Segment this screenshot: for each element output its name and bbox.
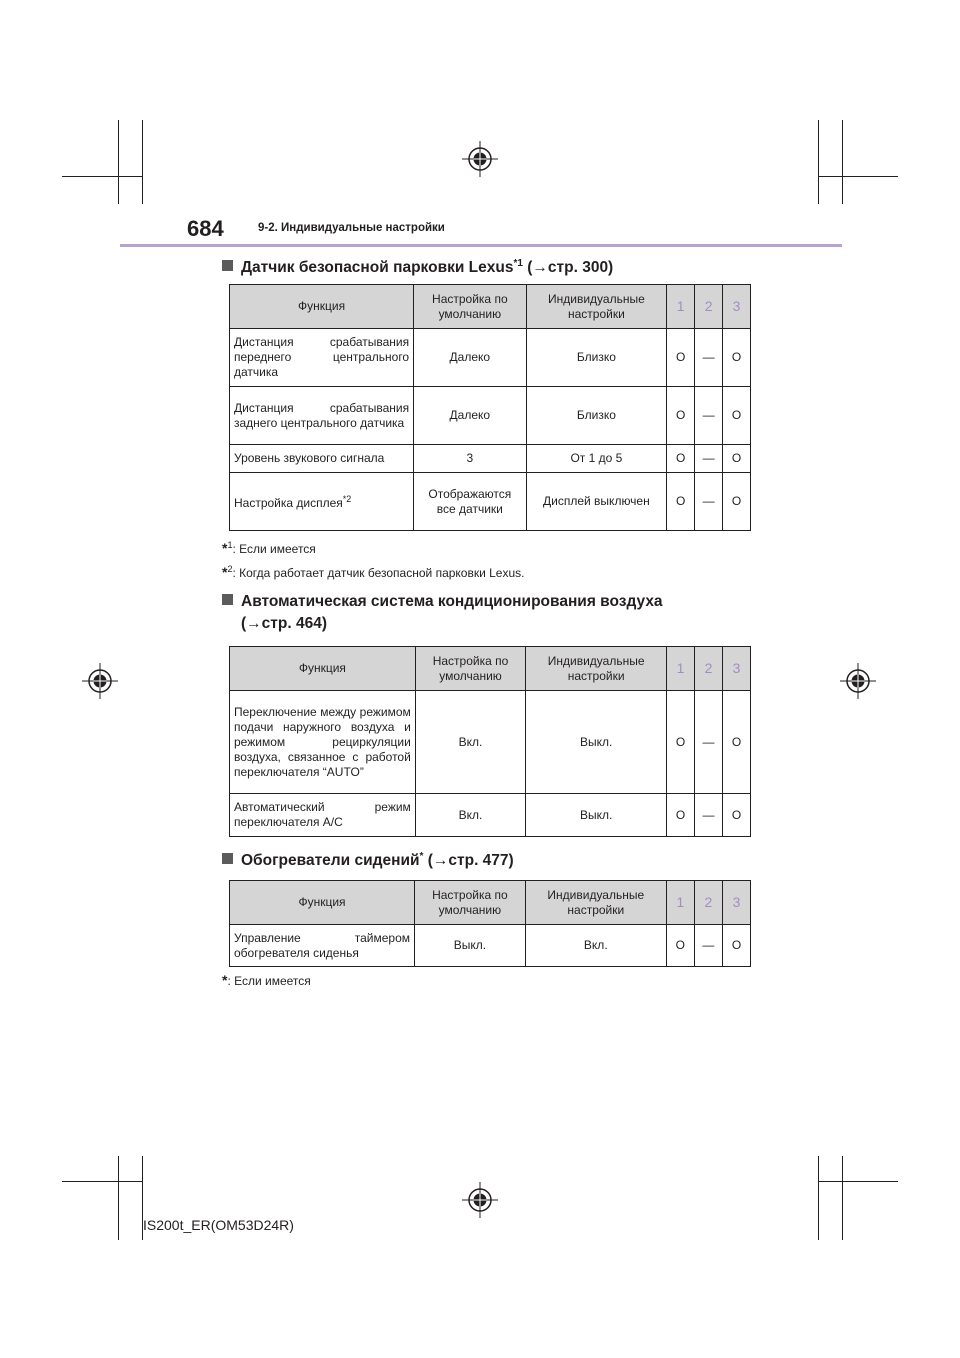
- header-method-1: 1: [667, 285, 695, 329]
- default-cell: Далеко: [414, 387, 526, 445]
- function-cell: [230, 473, 414, 531]
- method-cell: —: [695, 387, 723, 445]
- header-custom: Индивидуальные настройки: [526, 647, 667, 691]
- square-bullet-icon: [222, 853, 233, 864]
- square-bullet-icon: [222, 260, 233, 271]
- custom-cell: Близко: [526, 387, 667, 445]
- registration-mark-icon: [840, 663, 876, 699]
- method-cell: O: [667, 329, 695, 387]
- square-bullet-icon: [222, 594, 233, 605]
- method-cell: —: [695, 329, 723, 387]
- method-cell: O: [667, 794, 695, 837]
- method-cell: O: [667, 473, 695, 531]
- crop-mark: [118, 120, 119, 204]
- header-function: Функция: [230, 647, 416, 691]
- header-method-2: 2: [694, 647, 722, 691]
- registration-mark-icon: [462, 1182, 498, 1218]
- section-title: [222, 590, 663, 614]
- header-custom: Индивидуальные настройки: [526, 285, 667, 329]
- table-header-row: [230, 881, 751, 925]
- footnote-star: *: [222, 564, 228, 580]
- method-cell: O: [723, 794, 751, 837]
- table-row: [230, 691, 751, 794]
- header-method-2: 2: [694, 881, 722, 925]
- table-row: [230, 387, 751, 445]
- footnote-mark: *1: [513, 258, 523, 269]
- default-cell: Вкл.: [415, 691, 525, 794]
- footnote-mark: *: [419, 851, 424, 862]
- chapter-title: 9-2. Индивидуальные настройки: [258, 222, 445, 234]
- section-title-text: Автоматическая система кондиционирования воздуха: [241, 593, 663, 610]
- section-title-text: Обогреватели сидений: [241, 852, 420, 870]
- page-reference: (→стр. 300): [522, 259, 614, 277]
- footnote-number: 1: [227, 540, 233, 550]
- footnote: [222, 564, 525, 580]
- table-row: [230, 473, 751, 531]
- header-default: Настройка по умолчанию: [415, 647, 525, 691]
- function-text: Настройка дисплея: [234, 496, 343, 510]
- default-cell: Вкл.: [415, 794, 525, 837]
- registration-mark-icon: [462, 141, 498, 177]
- footnote-mark: *2: [342, 494, 352, 504]
- page-reference: (→стр. 464): [241, 615, 327, 632]
- header-rule: [120, 244, 842, 247]
- header-function: Функция: [230, 285, 414, 329]
- crop-mark: [818, 176, 898, 177]
- custom-cell: Выкл.: [526, 794, 667, 837]
- method-cell: O: [723, 445, 751, 473]
- custom-cell: Дисплей выключен: [526, 473, 667, 531]
- table-header-row: [230, 647, 751, 691]
- header-default: Настройка по умолчанию: [414, 285, 526, 329]
- header-method-1: 1: [667, 647, 695, 691]
- header-method-3: 3: [723, 881, 751, 925]
- settings-table: [229, 880, 751, 967]
- table-row: [230, 329, 751, 387]
- document-code: IS200t_ER(OM53D24R): [143, 1217, 294, 1233]
- footnote-star: *: [222, 540, 228, 556]
- method-cell: —: [694, 794, 722, 837]
- footnote-number: 2: [227, 564, 233, 574]
- table-header-row: [230, 285, 751, 329]
- crop-mark: [842, 1156, 843, 1240]
- footnote: [222, 540, 316, 556]
- method-cell: O: [723, 691, 751, 794]
- footnote: [222, 972, 311, 988]
- custom-cell: От 1 до 5: [526, 445, 667, 473]
- default-cell: Далеко: [414, 329, 526, 387]
- footnote-text: : Если имеется: [232, 542, 316, 556]
- function-cell: Дистанция срабатывания переднего центрального датчика: [230, 329, 414, 387]
- method-cell: O: [666, 925, 694, 967]
- custom-cell: Выкл.: [526, 691, 667, 794]
- table-row: [230, 794, 751, 837]
- function-cell: Уровень звукового сигнала: [230, 445, 414, 473]
- function-cell: Переключение между режимом подачи наружного воздуха и режимом рециркуляции воздуха, связанное с работой переключателя “AUTO”: [230, 691, 416, 794]
- page-reference: (→стр. 477): [423, 852, 514, 870]
- method-cell: O: [667, 387, 695, 445]
- function-cell: Автоматический режим переключателя A/C: [230, 794, 416, 837]
- section-title: [222, 252, 613, 280]
- settings-table: [229, 646, 751, 837]
- crop-mark: [118, 1156, 119, 1240]
- header-default: Настройка по умолчанию: [415, 881, 526, 925]
- registration-mark-icon: [82, 663, 118, 699]
- function-cell: Дистанция срабатывания заднего центрального датчика: [230, 387, 414, 445]
- method-cell: O: [723, 473, 751, 531]
- default-cell: Выкл.: [415, 925, 526, 967]
- crop-mark: [142, 120, 143, 204]
- crop-mark: [842, 120, 843, 204]
- method-cell: O: [723, 387, 751, 445]
- settings-table: [229, 284, 751, 531]
- function-cell: Управление таймером обогревателя сиденья: [230, 925, 415, 967]
- section-title-text: Датчик безопасной парковки Lexus: [241, 259, 514, 277]
- method-cell: —: [695, 445, 723, 473]
- custom-cell: Близко: [526, 329, 667, 387]
- method-cell: O: [667, 445, 695, 473]
- header-function: Функция: [230, 881, 415, 925]
- method-cell: —: [695, 473, 723, 531]
- default-cell: Отображаются все датчики: [414, 473, 526, 531]
- crop-mark: [62, 1181, 142, 1182]
- method-cell: O: [723, 329, 751, 387]
- header-method-3: 3: [723, 285, 751, 329]
- header-method-3: 3: [723, 647, 751, 691]
- method-cell: —: [694, 691, 722, 794]
- header-method-2: 2: [695, 285, 723, 329]
- method-cell: —: [694, 925, 722, 967]
- table-row: [230, 925, 751, 967]
- crop-mark: [818, 1181, 898, 1182]
- footnote-star: *: [222, 972, 228, 988]
- footnote-text: : Когда работает датчик безопасной парковки Lexus.: [232, 566, 525, 580]
- custom-cell: Вкл.: [525, 925, 666, 967]
- default-cell: 3: [414, 445, 526, 473]
- crop-mark: [818, 120, 819, 204]
- table-row: [230, 445, 751, 473]
- method-cell: O: [667, 691, 695, 794]
- header-custom: Индивидуальные настройки: [525, 881, 666, 925]
- footnote-text: : Если имеется: [227, 974, 311, 988]
- crop-mark: [818, 1156, 819, 1240]
- method-cell: O: [723, 925, 751, 967]
- section-title: [222, 845, 514, 873]
- header-method-1: 1: [666, 881, 694, 925]
- crop-mark: [62, 176, 142, 177]
- page-number: 684: [187, 216, 224, 241]
